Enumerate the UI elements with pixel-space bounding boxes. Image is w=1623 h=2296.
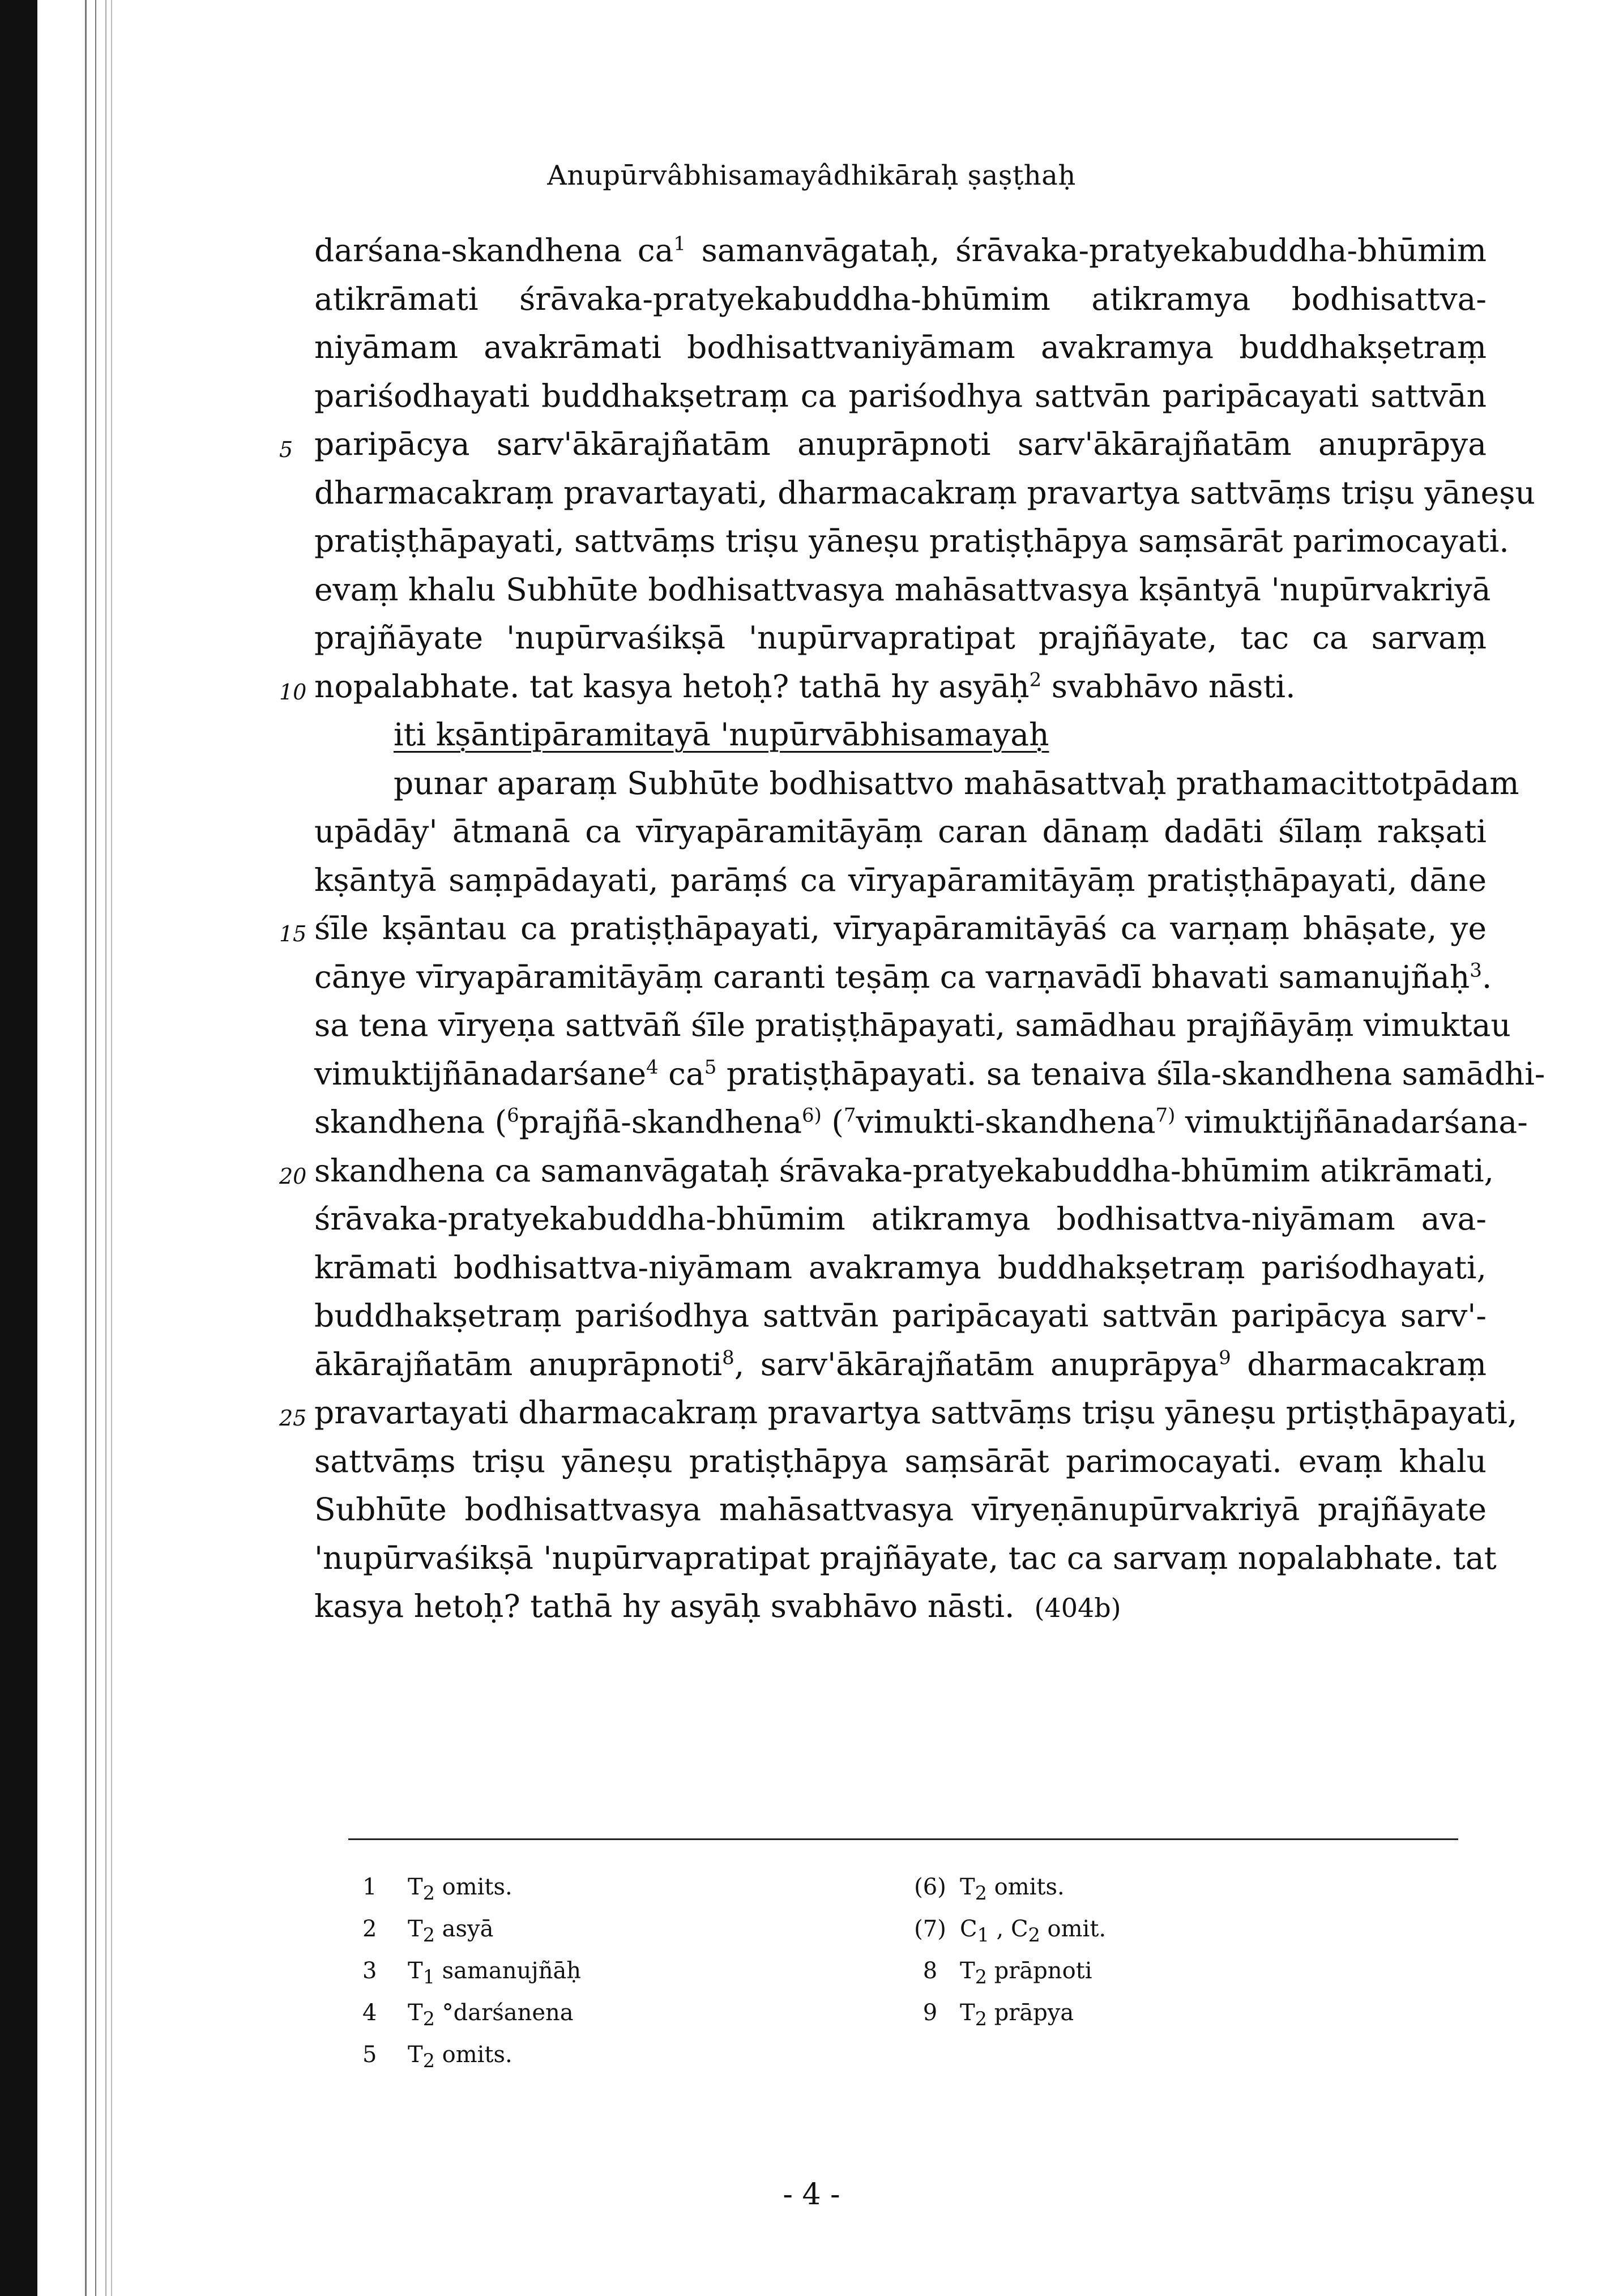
text-line: sa tena vīryeṇa sattvāñ śīle pratiṣṭhāpayati, samādhau prajñāyāṃ vimuktau — [314, 1007, 1511, 1043]
footnote: 1 $T_2$ omits. — [362, 1874, 512, 1904]
footnote: (7) $C_1$ , $C_2$ omit. — [914, 1916, 1107, 1946]
text-line: vimuktijñānadarśane$^4$ $ca^5$ pratiṣṭhāpayati. sa tenaiva śīla-skandhena samādhi- — [314, 1055, 1545, 1092]
text-line: 10 nopalabhate. tat kasya hetoḥ? tathā hy asyāḥ$^2$ svabhāvo nāsti. — [314, 663, 1487, 711]
footnote-ref: 4 — [646, 1056, 659, 1079]
text-line: dharmacakraṃ pravartayati, dharmacakraṃ pravartya sattvāṃs triṣu yāneṣu — [314, 474, 1535, 511]
text-line: niyāmam avakrāmati bodhisattvaniyāmam avakramya buddhakṣetraṃ — [314, 329, 1487, 365]
footnotes-left — [362, 1866, 759, 2076]
footnote-ref: 7) — [1155, 1104, 1176, 1127]
footnote-ref: 6 — [507, 1104, 519, 1127]
footnote: 8 $T_2$ prāpnoti — [922, 1958, 1092, 1988]
main-text — [279, 227, 1545, 1631]
footnote-ref: 2 — [1029, 668, 1042, 692]
footnote: (6) $T_2$ omits. — [914, 1874, 1065, 1904]
line-number: 5 — [279, 437, 293, 462]
footnote-ref: 8 — [722, 1346, 734, 1369]
line-number: 25 — [279, 1406, 307, 1431]
text-line: śrāvaka-pratyekabuddha-bhūmim atikramya bodhisattva-niyāmam ava- — [314, 1201, 1487, 1237]
text-line: krāmati bodhisattva-niyāmam avakramya buddhakṣetraṃ pariśodhayati, — [314, 1249, 1487, 1286]
text-line: darśana-skandhena $ca^1$ samanvāgataḥ, śrāvaka-pratyekabuddha-bhūmim — [314, 232, 1487, 268]
text-line: kasya hetoḥ? tathā hy asyāḥ svabhāvo nāsti. (404b) — [314, 1588, 1121, 1624]
footnote-ref: 7 — [843, 1104, 856, 1127]
text-line: buddhakṣetraṃ pariśodhya sattvān paripācayati sattvān paripācya sarv'- — [314, 1298, 1487, 1334]
scan-edge-line — [85, 0, 87, 2296]
footnote: 9 $T_2$ prāpya — [922, 2000, 1074, 2030]
scan-edge-bar — [0, 0, 37, 2296]
text-line: 5 paripācya sarv'ākārajñatām anuprāpnoti sarv'ākārajñatām anuprāpya — [314, 420, 1487, 469]
text-line: ākārajñatām anuprāpnoti$^8$, sarv'ākārajñatām anuprāpya$^9$ dharmacakraṃ — [314, 1346, 1487, 1382]
text-line: 'nupūrvaśikṣā 'nupūrvapratipat prajñāyate, tac ca sarvaṃ nopalabhate. tat — [314, 1539, 1497, 1576]
section-heading: iti kṣāntipāramitayā 'nupūrvābhisamayaḥ — [394, 716, 1049, 753]
footnote-ref: 3 — [1470, 959, 1482, 982]
text-line: kṣāntyā saṃpādayati, parāṃś ca vīryapāramitāyāṃ pratiṣṭhāpayati, dāne — [314, 861, 1487, 898]
footnote: 5 $T_2$ omits. — [362, 2042, 512, 2072]
text-line: sattvāṃs triṣu yāneṣu pratiṣṭhāpya saṃsārāt parimocayati. evaṃ khalu — [314, 1443, 1487, 1479]
text-line: 15 śīle kṣāntau ca pratiṣṭhāpayati, vīryapāramitāyāś ca varṇaṃ bhāṣate, ye — [314, 904, 1487, 953]
text-line: Subhūte bodhisattvasya mahāsattvasya vīryeṇānupūrvakriyā prajñāyate — [314, 1491, 1487, 1527]
folio-reference: (404b) — [1034, 1593, 1121, 1623]
footnote: 2 $T_2$ asyā — [362, 1916, 494, 1946]
text-line: skandhena ($^6$prajñā-skandhena$^{6)}$ ($^7$vimukti-skandhena$^{7)}$ vimuktijñānadarśana- — [314, 1104, 1528, 1140]
page-number: - 4 - — [783, 2178, 840, 2212]
text-line: cānye vīryapāramitāyāṃ caranti teṣāṃ ca varṇavādī bhavati samanujñaḥ$^3$. — [314, 958, 1492, 995]
footnote: 3 $T_1$ samanujñāḥ — [362, 1958, 582, 1988]
footnote-rule — [348, 1838, 1458, 1840]
footnote-ref: 9 — [1219, 1346, 1231, 1369]
text-line: prajñāyate 'nupūrvaśikṣā 'nupūrvapratipat prajñāyate, tac ca sarvaṃ — [314, 620, 1487, 656]
footnote-ref: 1 — [673, 232, 686, 255]
text-line: atikrāmati śrāvaka-pratyekabuddha-bhūmim atikramya bodhisattva- — [314, 280, 1487, 317]
scan-edge-line — [111, 0, 112, 2296]
text-line: evaṃ khalu Subhūte bodhisattvasya mahāsattvasya kṣāntyā 'nupūrvakriyā — [314, 571, 1491, 608]
text-line: pariśodhayati buddhakṣetraṃ ca pariśodhya sattvān paripācayati sattvān — [314, 377, 1487, 414]
line-number: 20 — [279, 1163, 307, 1189]
footnotes-right — [900, 1866, 1297, 2034]
line-number: 15 — [279, 921, 307, 946]
scan-edge-line — [95, 0, 96, 2296]
scan-edge-line — [105, 0, 106, 2296]
footnote-ref: 5 — [704, 1056, 717, 1079]
text-line: 20 skandhena ca samanvāgataḥ śrāvaka-pratyekabuddha-bhūmim atikrāmati, — [314, 1147, 1487, 1196]
text-line: punar aparaṃ Subhūte bodhisattvo mahāsattvaḥ prathamacittotpādam — [394, 765, 1519, 801]
text-line: 25 pravartayati dharmacakraṃ pravartya sattvāṃs triṣu yāneṣu prtiṣṭhāpayati, — [314, 1389, 1487, 1437]
line-number: 10 — [279, 679, 307, 705]
text-line: upādāy' ātmanā ca vīryapāramitāyāṃ caran dānaṃ dadāti śīlaṃ rakṣati — [314, 813, 1487, 850]
footnote-ref: 6) — [802, 1104, 822, 1127]
running-header: Anupūrvâbhisamayâdhikāraḥ ṣaṣṭhaḥ — [547, 160, 1076, 191]
text-line: pratiṣṭhāpayati, sattvāṃs triṣu yāneṣu pratiṣṭhāpya saṃsārāt parimocayati. — [314, 523, 1509, 559]
footnote: 4 $T_2$ °darśanena — [362, 2000, 574, 2030]
